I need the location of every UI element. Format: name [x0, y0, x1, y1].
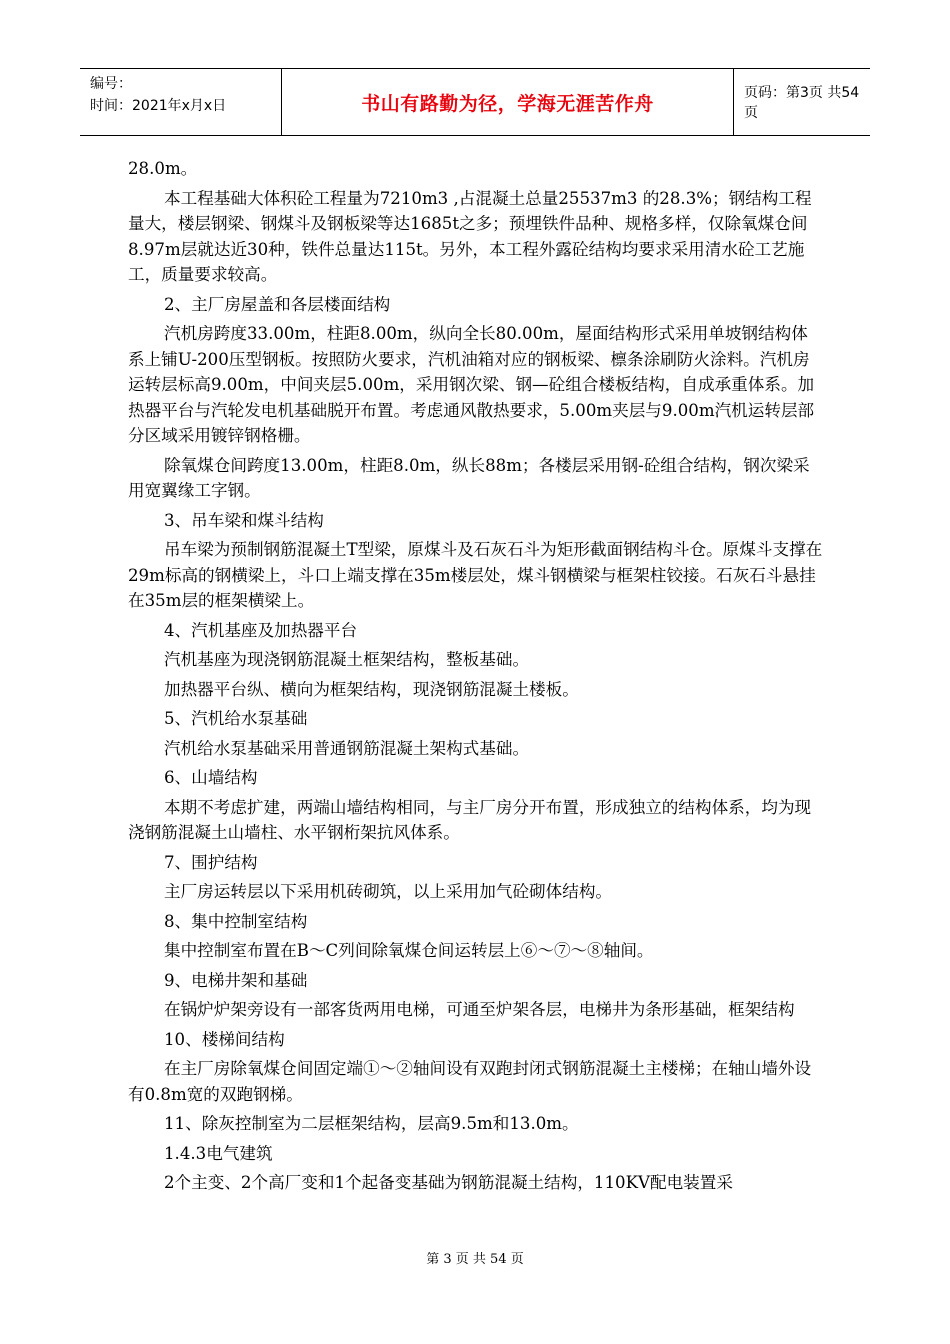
paragraph: 28.0m。 [128, 159, 198, 178]
header-meta [80, 69, 281, 135]
section-heading: 11、除灰控制室为二层框架结构，层高9.5m和13.0m。 [164, 1114, 579, 1133]
paragraph: 在锅炉炉架旁设有一部客货两用电梯，可通至炉架各层，电梯井为条形基础，框架结构 [164, 1000, 795, 1019]
paragraph: 吊车梁为预制钢筋混凝土T型梁，原煤斗及石灰石斗为矩形截面钢结构斗仓。原煤斗支撑在29m标高的钢横梁上，斗口上端支撑在35m楼层处，煤斗钢横梁与框架柱铰接。石灰石斗悬挂在35m层的框架横梁上。 [128, 540, 823, 610]
header-motto: 书山有路勤为径，学海无涯苦作舟 [361, 92, 654, 115]
paragraph: 主厂房运转层以下采用机砖砌筑，以上采用加气砼砌体结构。 [164, 882, 613, 901]
paragraph: 在主厂房除氧煤仓间固定端①～②轴间设有双跑封闭式钢筋混凝土主楼梯；在轴山墙外设有0.8m宽的双跑钢梯。 [128, 1059, 812, 1104]
paragraph: 汽机基座为现浇钢筋混凝土框架结构，整板基础。 [164, 650, 530, 669]
paragraph: 本期不考虑扩建，两端山墙结构相同，与主厂房分开布置，形成独立的结构体系，均为现浇钢筋混凝土山墙柱、水平钢桁架抗风体系。 [128, 797, 812, 842]
document-date: 时间：2021年x月x日 [90, 98, 227, 114]
paragraph: 除氧煤仓间跨度13.00m，柱距8.0m，纵长88m；各楼层采用钢-砼组合结构，钢次梁采用宽翼缘工字钢。 [128, 455, 810, 500]
header-page-info: 页码：第3页 共54页 [744, 85, 860, 121]
section-heading: 9、电梯井架和基础 [164, 970, 308, 990]
page-footer: 第 3 页 共 54 页 [426, 1252, 524, 1267]
paragraph: 加热器平台纵、横向为框架结构，现浇钢筋混凝土楼板。 [164, 679, 579, 699]
paragraph: 集中控制室布置在B～C列间除氧煤仓间运转层上⑥～⑦～⑧轴间。 [164, 941, 654, 960]
header-motto-cell [281, 69, 734, 135]
paragraph: 本工程基础大体积砼工程量为7210m3 ,占混凝土总量25537m3 的28.3%；钢结构工程量大，楼层钢梁、钢煤斗及钢板梁等达1685t之多；预埋铁件品种、规格多样，仅除氧煤仓间8.97m层就达近30种，铁件总量达115t。另外，本工程外露砼结构均要求采用清水砼工艺施工，质量要求较高。 [128, 188, 812, 284]
section-heading: 5、汽机给水泵基础 [164, 709, 308, 728]
section-heading: 6、山墙结构 [164, 768, 258, 787]
document-number-label: 编号： [90, 76, 132, 92]
document-body [128, 156, 824, 1200]
section-heading: 3、吊车梁和煤斗结构 [164, 510, 324, 530]
paragraph: 2个主变、2个高厂变和1个起备变基础为钢筋混凝土结构，110KV配电装置采 [164, 1173, 733, 1192]
section-heading: 1.4.3电气建筑 [164, 1143, 273, 1163]
paragraph: 汽机房跨度33.00m，柱距8.00m，纵向全长80.00m，屋面结构形式采用单坡钢结构体系上铺U-200压型钢板。按照防火要求，汽机油箱对应的钢板梁、檩条涂刷防火涂料。汽机房运转层标高9.00m，中间夹层5.00m，采用钢次梁、钢—砼组合楼板结构，自成承重体系。加热器平台与汽轮发电机基础脱开布置。考虑通风散热要求，5.00m夹层与9.00m汽机运转层部分区域采用镀锌钢格栅。 [128, 324, 815, 445]
paragraph: 汽机给水泵基础采用普通钢筋混凝土架构式基础。 [164, 738, 530, 758]
section-heading: 2、主厂房屋盖和各层楼面结构 [164, 294, 391, 314]
section-heading: 10、楼梯间结构 [164, 1029, 285, 1049]
document-header [80, 68, 870, 136]
section-heading: 8、集中控制室结构 [164, 911, 308, 931]
section-heading: 7、围护结构 [164, 852, 258, 872]
section-heading: 4、汽机基座及加热器平台 [164, 620, 358, 640]
